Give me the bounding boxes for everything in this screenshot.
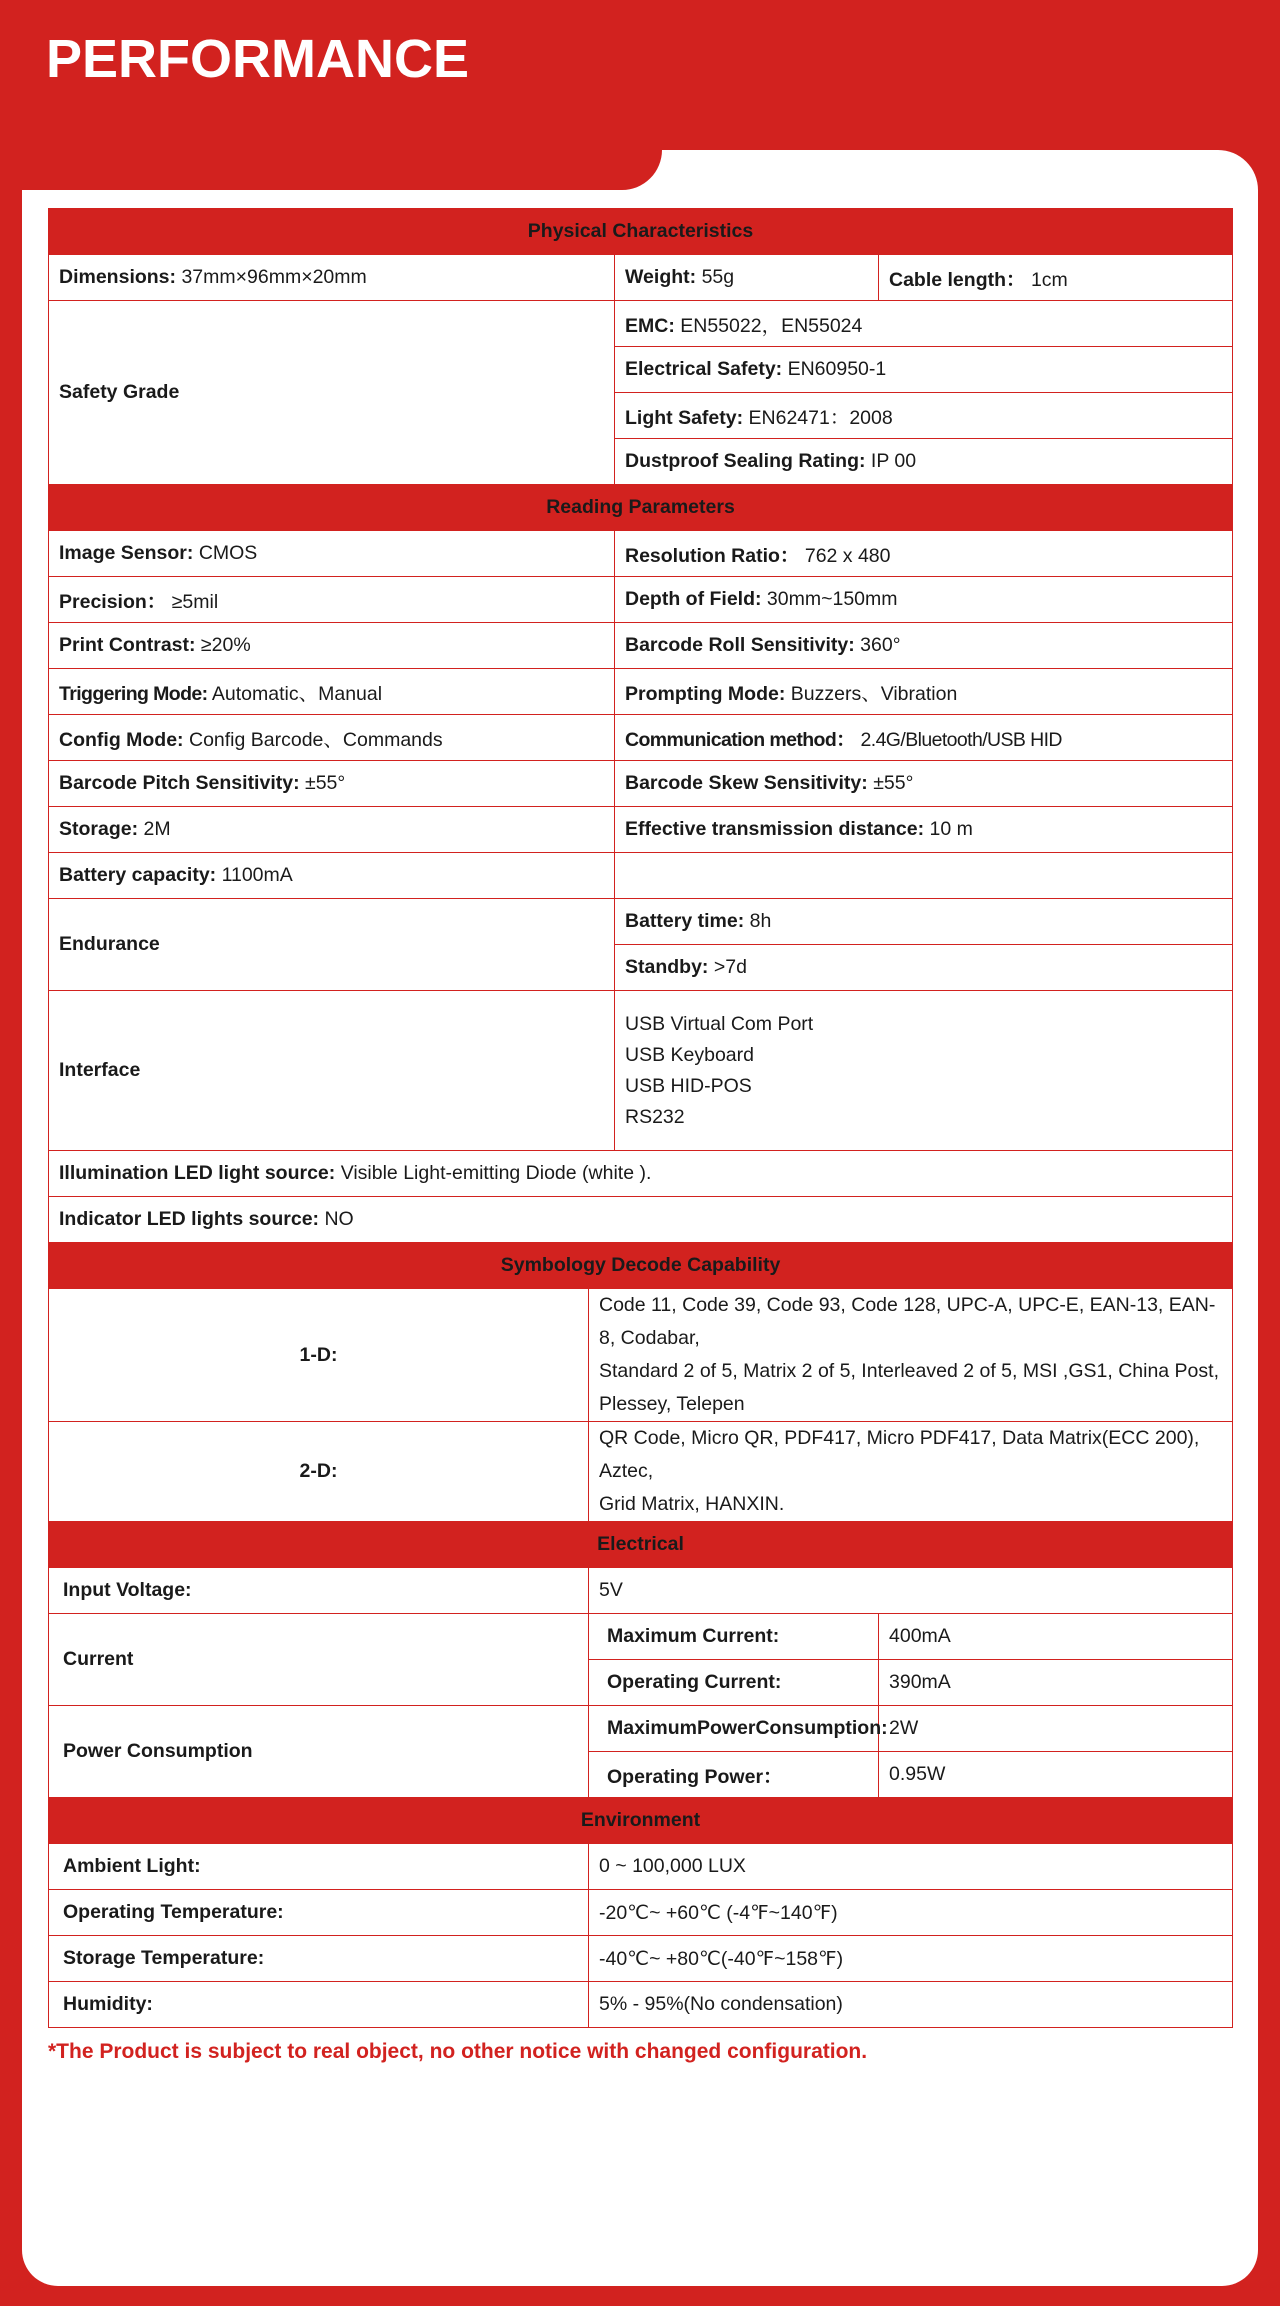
table-row bbox=[49, 807, 1233, 853]
electrical-safety-label: Electrical Safety: bbox=[625, 358, 783, 380]
max-current-label: Maximum Current: bbox=[607, 1625, 780, 1647]
power-consumption-label: Power Consumption bbox=[63, 1740, 253, 1762]
print-contrast-label: Print Contrast: bbox=[59, 634, 196, 656]
humidity-label: Humidity: bbox=[63, 1993, 153, 2015]
storage-value: 2M bbox=[143, 818, 171, 840]
storage-temp-value-cell bbox=[589, 1936, 1233, 1982]
barcode-skew-cell bbox=[615, 761, 1233, 807]
two-d-line-1: QR Code, Micro QR, PDF417, Micro PDF417, Data Matrix(ECC 200), Aztec, bbox=[599, 1427, 1200, 1482]
light-safety-cell bbox=[615, 393, 1233, 439]
ambient-light-label-cell bbox=[49, 1844, 589, 1890]
title-notch bbox=[22, 150, 662, 190]
battery-time-value: 8h bbox=[749, 910, 772, 932]
light-safety-value: EN62471：2008 bbox=[748, 406, 893, 429]
triggering-mode-label: Triggering Mode: bbox=[59, 682, 208, 705]
max-power-value-cell bbox=[879, 1706, 1233, 1752]
table-row bbox=[49, 761, 1233, 807]
table-row bbox=[49, 1706, 1233, 1752]
weight-value: 55g bbox=[701, 266, 735, 288]
input-voltage-label: Input Voltage: bbox=[63, 1579, 192, 1601]
table-row bbox=[49, 715, 1233, 761]
table-row bbox=[49, 899, 1233, 945]
barcode-pitch-value: ±55° bbox=[305, 772, 346, 794]
safety-grade-cell bbox=[49, 301, 615, 485]
image-sensor-value: CMOS bbox=[198, 542, 258, 564]
operating-power-value-cell bbox=[879, 1752, 1233, 1798]
indicator-cell bbox=[49, 1197, 1233, 1243]
indicator-value: NO bbox=[324, 1208, 354, 1230]
precision-label: Precision： bbox=[59, 590, 167, 613]
table-row bbox=[49, 1982, 1233, 2028]
battery-time-cell bbox=[615, 899, 1233, 945]
table-row bbox=[49, 1422, 1233, 1522]
table-row bbox=[49, 853, 1233, 899]
barcode-pitch-cell bbox=[49, 761, 615, 807]
ambient-light-value-cell bbox=[589, 1844, 1233, 1890]
table-row bbox=[49, 209, 1233, 255]
dustproof-cell bbox=[615, 439, 1233, 485]
power-consumption-label-cell bbox=[49, 1706, 589, 1798]
operating-power-value: 0.95W bbox=[889, 1763, 946, 1785]
table-row bbox=[49, 531, 1233, 577]
max-current-label-cell bbox=[589, 1614, 879, 1660]
humidity-label-cell bbox=[49, 1982, 589, 2028]
operating-power-label: Operating Power： bbox=[607, 1765, 783, 1788]
table-row bbox=[49, 991, 1233, 1151]
image-sensor-cell bbox=[49, 531, 615, 577]
input-voltage-value-cell bbox=[589, 1568, 1233, 1614]
table-row bbox=[49, 1289, 1233, 1422]
config-mode-cell bbox=[49, 715, 615, 761]
ambient-light-label: Ambient Light: bbox=[63, 1855, 201, 1877]
dimensions-label: Dimensions: bbox=[59, 266, 177, 288]
interface-cell bbox=[49, 991, 615, 1151]
list-item: RS232 bbox=[625, 1105, 685, 1128]
table-row bbox=[49, 1798, 1233, 1844]
input-voltage-value: 5V bbox=[599, 1579, 623, 1601]
operating-temperature-label: Operating Temperature: bbox=[63, 1901, 284, 1923]
operating-current-label: Operating Current: bbox=[607, 1671, 782, 1693]
max-current-value: 400mA bbox=[889, 1625, 951, 1647]
one-d-line-1: Code 11, Code 39, Code 93, Code 128, UPC-A, UPC-E, EAN-13, EAN-8, Codabar, bbox=[599, 1294, 1216, 1349]
max-power-label-cell bbox=[589, 1706, 888, 1752]
two-d-line-2: Grid Matrix, HANXIN. bbox=[599, 1493, 785, 1515]
config-mode-label: Config Mode: bbox=[59, 728, 184, 751]
table-row bbox=[49, 1844, 1233, 1890]
section-header-physical: Physical Characteristics bbox=[49, 209, 1233, 255]
battery-capacity-label: Battery capacity: bbox=[59, 864, 217, 886]
prompting-mode-label: Prompting Mode: bbox=[625, 682, 786, 705]
one-d-line-2: Standard 2 of 5, Matrix 2 of 5, Interleaved 2 of 5, MSI ,GS1, China Post, Plessey, Telepen bbox=[599, 1360, 1219, 1415]
table-row bbox=[49, 1614, 1233, 1660]
standby-value: >7d bbox=[713, 956, 747, 978]
weight-label: Weight: bbox=[625, 266, 697, 288]
emc-value: EN55022，EN55024 bbox=[680, 314, 863, 337]
max-current-value-cell bbox=[879, 1614, 1233, 1660]
table-row bbox=[49, 623, 1233, 669]
depth-of-field-value: 30mm~150mm bbox=[766, 588, 898, 610]
ambient-light-value: 0 ~ 100,000 LUX bbox=[599, 1855, 746, 1877]
barcode-roll-cell bbox=[615, 623, 1233, 669]
table-row bbox=[49, 1890, 1233, 1936]
operating-current-label-cell bbox=[589, 1660, 879, 1706]
table-row bbox=[49, 1936, 1233, 1982]
safety-grade-label: Safety Grade bbox=[59, 381, 180, 403]
operating-temperature-value: -20℃~ +60℃ (-4℉~140℉) bbox=[599, 1901, 838, 1924]
image-sensor-label: Image Sensor: bbox=[59, 542, 194, 564]
storage-temp-label-cell bbox=[49, 1936, 589, 1982]
page-title: PERFORMANCE bbox=[46, 29, 470, 89]
illumination-value: Visible Light-emitting Diode (white ). bbox=[340, 1162, 652, 1184]
transmission-distance-cell bbox=[615, 807, 1233, 853]
electrical-safety-value: EN60950-1 bbox=[787, 358, 887, 380]
table-row bbox=[49, 301, 1233, 347]
operating-power-label-cell bbox=[589, 1752, 879, 1798]
storage-temperature-label: Storage Temperature: bbox=[63, 1947, 265, 1969]
current-label: Current bbox=[63, 1648, 134, 1670]
illumination-cell bbox=[49, 1151, 1233, 1197]
communication-method-value: 2.4G/Bluetooth/USB HID bbox=[860, 728, 1062, 751]
humidity-value-cell bbox=[589, 1982, 1233, 2028]
depth-of-field-cell bbox=[615, 577, 1233, 623]
barcode-roll-label: Barcode Roll Sensitivity: bbox=[625, 634, 855, 656]
table-row bbox=[49, 1568, 1233, 1614]
section-header-electrical: Electrical bbox=[49, 1522, 1233, 1568]
precision-cell bbox=[49, 577, 615, 623]
endurance-label: Endurance bbox=[59, 933, 160, 955]
operating-current-value: 390mA bbox=[889, 1671, 951, 1693]
barcode-roll-value: 360° bbox=[860, 634, 901, 656]
indicator-label: Indicator LED lights source: bbox=[59, 1208, 320, 1230]
table-row bbox=[49, 1522, 1233, 1568]
dimensions-value: 37mm×96mm×20mm bbox=[181, 266, 367, 288]
cable-length-label: Cable length： bbox=[889, 268, 1026, 291]
list-item: USB HID-POS bbox=[625, 1074, 752, 1097]
list-item: USB Keyboard bbox=[625, 1043, 754, 1066]
humidity-value: 5% - 95%(No condensation) bbox=[599, 1993, 843, 2015]
table-row bbox=[49, 577, 1233, 623]
precision-value: ≥5mil bbox=[171, 590, 219, 613]
table-row bbox=[49, 1197, 1233, 1243]
battery-capacity-value: 1100mA bbox=[221, 864, 293, 886]
list-item: USB Virtual Com Port bbox=[625, 1012, 814, 1035]
footnote: *The Product is subject to real object, no other notice with changed configuration. bbox=[48, 2040, 868, 2063]
prompting-mode-cell bbox=[615, 669, 1233, 715]
battery-time-label: Battery time: bbox=[625, 910, 745, 932]
two-d-values-cell bbox=[589, 1422, 1233, 1522]
operating-current-value-cell bbox=[879, 1660, 1233, 1706]
current-label-cell bbox=[49, 1614, 589, 1706]
storage-temperature-value: -40℃~ +80℃(-40℉~158℉) bbox=[599, 1947, 844, 1970]
table-row bbox=[49, 669, 1233, 715]
barcode-skew-label: Barcode Skew Sensitivity: bbox=[625, 772, 868, 794]
max-power-value: 2W bbox=[889, 1717, 919, 1739]
dustproof-value: IP 00 bbox=[870, 450, 917, 472]
section-header-environment: Environment bbox=[49, 1798, 1233, 1844]
electrical-safety-cell bbox=[615, 347, 1233, 393]
triggering-mode-value: Automatic、Manual bbox=[211, 682, 383, 705]
two-d-label-cell: 2-D: bbox=[49, 1422, 589, 1522]
barcode-skew-value: ±55° bbox=[873, 772, 914, 794]
one-d-label-cell: 1-D: bbox=[49, 1289, 589, 1422]
emc-label: EMC: bbox=[625, 314, 675, 337]
battery-capacity-cell bbox=[49, 853, 615, 899]
interface-label: Interface bbox=[59, 1059, 141, 1081]
barcode-pitch-label: Barcode Pitch Sensitivity: bbox=[59, 772, 300, 794]
interface-values-cell bbox=[615, 991, 1233, 1151]
depth-of-field-label: Depth of Field: bbox=[625, 588, 762, 610]
communication-method-label: Communication method： bbox=[625, 728, 856, 751]
table-row bbox=[49, 1243, 1233, 1289]
triggering-mode-cell bbox=[49, 669, 615, 715]
emc-cell bbox=[615, 301, 1233, 347]
endurance-cell bbox=[49, 899, 615, 991]
table-row bbox=[49, 255, 1233, 301]
cable-length-cell bbox=[879, 255, 1233, 301]
weight-cell bbox=[615, 255, 879, 301]
illumination-label: Illumination LED light source: bbox=[59, 1162, 336, 1184]
prompting-mode-value: Buzzers、Vibration bbox=[790, 682, 958, 705]
storage-label: Storage: bbox=[59, 818, 139, 840]
dimensions-cell bbox=[49, 255, 615, 301]
table-row bbox=[49, 1151, 1233, 1197]
standby-label: Standby: bbox=[625, 956, 709, 978]
max-power-label: MaximumPowerConsumption: bbox=[607, 1717, 888, 1739]
dustproof-label: Dustproof Sealing Rating: bbox=[625, 450, 866, 472]
cable-length-value: 1cm bbox=[1030, 268, 1068, 291]
print-contrast-value: ≥20% bbox=[200, 634, 251, 656]
one-d-values-cell bbox=[589, 1289, 1233, 1422]
spec-tables bbox=[48, 208, 1232, 2064]
resolution-label: Resolution Ratio： bbox=[625, 544, 800, 567]
print-contrast-cell bbox=[49, 623, 615, 669]
operating-temp-value-cell bbox=[589, 1890, 1233, 1936]
communication-method-cell bbox=[615, 715, 1233, 761]
light-safety-label: Light Safety: bbox=[625, 406, 744, 429]
section-header-reading: Reading Parameters bbox=[49, 485, 1233, 531]
resolution-value: 762 x 480 bbox=[804, 544, 891, 567]
table-row bbox=[49, 485, 1233, 531]
transmission-distance-value: 10 m bbox=[929, 818, 973, 840]
transmission-distance-label: Effective transmission distance: bbox=[625, 818, 925, 840]
standby-cell bbox=[615, 945, 1233, 991]
storage-cell bbox=[49, 807, 615, 853]
input-voltage-label-cell bbox=[49, 1568, 589, 1614]
empty-cell bbox=[615, 853, 1233, 899]
config-mode-value: Config Barcode、Commands bbox=[188, 728, 443, 751]
physical-characteristics-table bbox=[48, 208, 1233, 2028]
section-header-symbology: Symbology Decode Capability bbox=[49, 1243, 1233, 1289]
operating-temp-label-cell bbox=[49, 1890, 589, 1936]
resolution-cell bbox=[615, 531, 1233, 577]
